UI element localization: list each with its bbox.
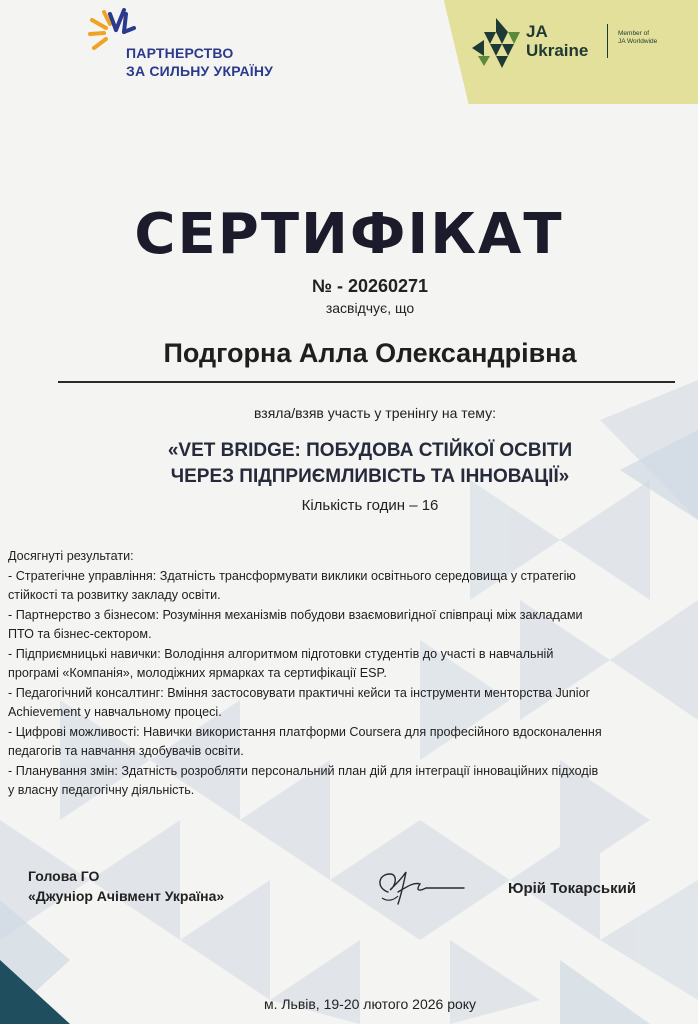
- result-item-continuation: ПТО та бізнес-сектором.: [8, 627, 152, 641]
- result-item: - Підприємницькі навички: Володіння алгоритмом підготовки студентів до участі в навчальній: [8, 646, 554, 661]
- certifies-text: засвідчує, що: [325, 300, 415, 316]
- result-term: Партнерство з бізнесом: [15, 607, 156, 622]
- result-text: : Навички використання платформи Coursera для професійного вдосконалення: [136, 724, 602, 739]
- signer-role-line1: Голова ГО: [28, 868, 100, 884]
- result-term: Цифрові можливості: [15, 724, 137, 739]
- hours-count: Кількість годин – 16: [301, 497, 439, 514]
- ja-member-line2: JA Worldwide: [618, 38, 658, 45]
- name-underline: [58, 381, 675, 383]
- certificate-number: № - 20260271: [311, 276, 429, 296]
- results-section: [8, 547, 698, 801]
- partnership-name-line2: ЗА СИЛЬНУ УКРАЇНУ: [126, 63, 274, 79]
- result-term: Стратегічне управління: [15, 568, 153, 583]
- result-text: : Розуміння механізмів побудови взаємовигідної співпраці між закладами: [155, 607, 583, 622]
- ja-divider: [607, 24, 608, 58]
- signer-role-line2: «Джуніор Ачівмент Україна»: [28, 888, 225, 904]
- training-topic-line2: ЧЕРЕЗ ПІДПРИЄМЛИВІСТЬ ТА ІННОВАЦІЇ»: [170, 466, 570, 487]
- certificate-title: СЕРТИФІКАТ: [134, 202, 564, 267]
- result-item-continuation: Achievement у навчальному процесі.: [8, 705, 222, 719]
- result-term: Підприємницькі навички: [15, 646, 158, 661]
- result-item: - Планування змін: Здатність розробляти персональний план дій для інтеграції інноваційних підходів: [8, 763, 599, 778]
- participation-text: взяла/взяв участь у тренінгу на тему:: [254, 405, 496, 421]
- result-term: Планування змін: [15, 763, 115, 778]
- recipient-name: Подгорна Алла Олександрівна: [163, 338, 577, 368]
- place-date: м. Львів, 19-20 лютого 2026 року: [263, 996, 477, 1012]
- signer-role: [28, 866, 224, 906]
- training-topic-line1: «VET BRIDGE: ПОБУДОВА СТІЙКОЇ ОСВІТИ: [167, 440, 573, 461]
- ja-country-label: Ukraine: [526, 41, 589, 60]
- result-item-continuation: у власну педагогічну діяльність.: [8, 783, 195, 797]
- result-item-continuation: програмі «Компанія», молодіжних ярмарках та сертифікації ESP.: [8, 666, 387, 680]
- ja-ukraine-logo: [470, 16, 680, 76]
- result-item: - Стратегічне управління: Здатність трансформувати виклики освітнього середовища у стратегію: [8, 568, 576, 583]
- result-text: : Вміння застосовувати практичні кейси та інструменти менторства Junior: [160, 685, 590, 700]
- result-item: - Педагогічний консалтинг: Вміння застосовувати практичні кейси та інструменти менторства Junior: [8, 685, 590, 700]
- result-item: - Цифрові можливості: Навички використання платформи Coursera для професійного вдосконалення: [8, 724, 602, 739]
- result-text: : Здатність трансформувати виклики освітнього середовища у стратегію: [152, 568, 576, 583]
- results-heading: Досягнуті результати:: [8, 549, 134, 563]
- result-item-continuation: педагогів та навчання здобувачів освіти.: [8, 744, 244, 758]
- partnership-name-line1: ПАРТНЕРСТВО: [126, 45, 234, 61]
- training-topic: [0, 438, 698, 490]
- ja-member-line1: Member of: [618, 30, 650, 37]
- handwritten-signature: [368, 852, 478, 912]
- result-text: : Здатність розробляти персональний план дій для інтеграції інноваційних підходів: [114, 763, 599, 778]
- result-item-continuation: стійкості та розвитку закладу освіти.: [8, 588, 221, 602]
- result-term: Педагогічний консалтинг: [15, 685, 161, 700]
- signer-name: Юрій Токарський: [508, 880, 637, 897]
- ja-label: JA: [526, 22, 548, 41]
- result-item: - Партнерство з бізнесом: Розуміння механізмів побудови взаємовигідної співпраці між закладами: [8, 607, 583, 622]
- result-text: : Володіння алгоритмом підготовки студентів до участі в навчальній: [157, 646, 554, 661]
- ja-triangles-icon: [470, 16, 522, 68]
- partnership-logo: [88, 6, 298, 84]
